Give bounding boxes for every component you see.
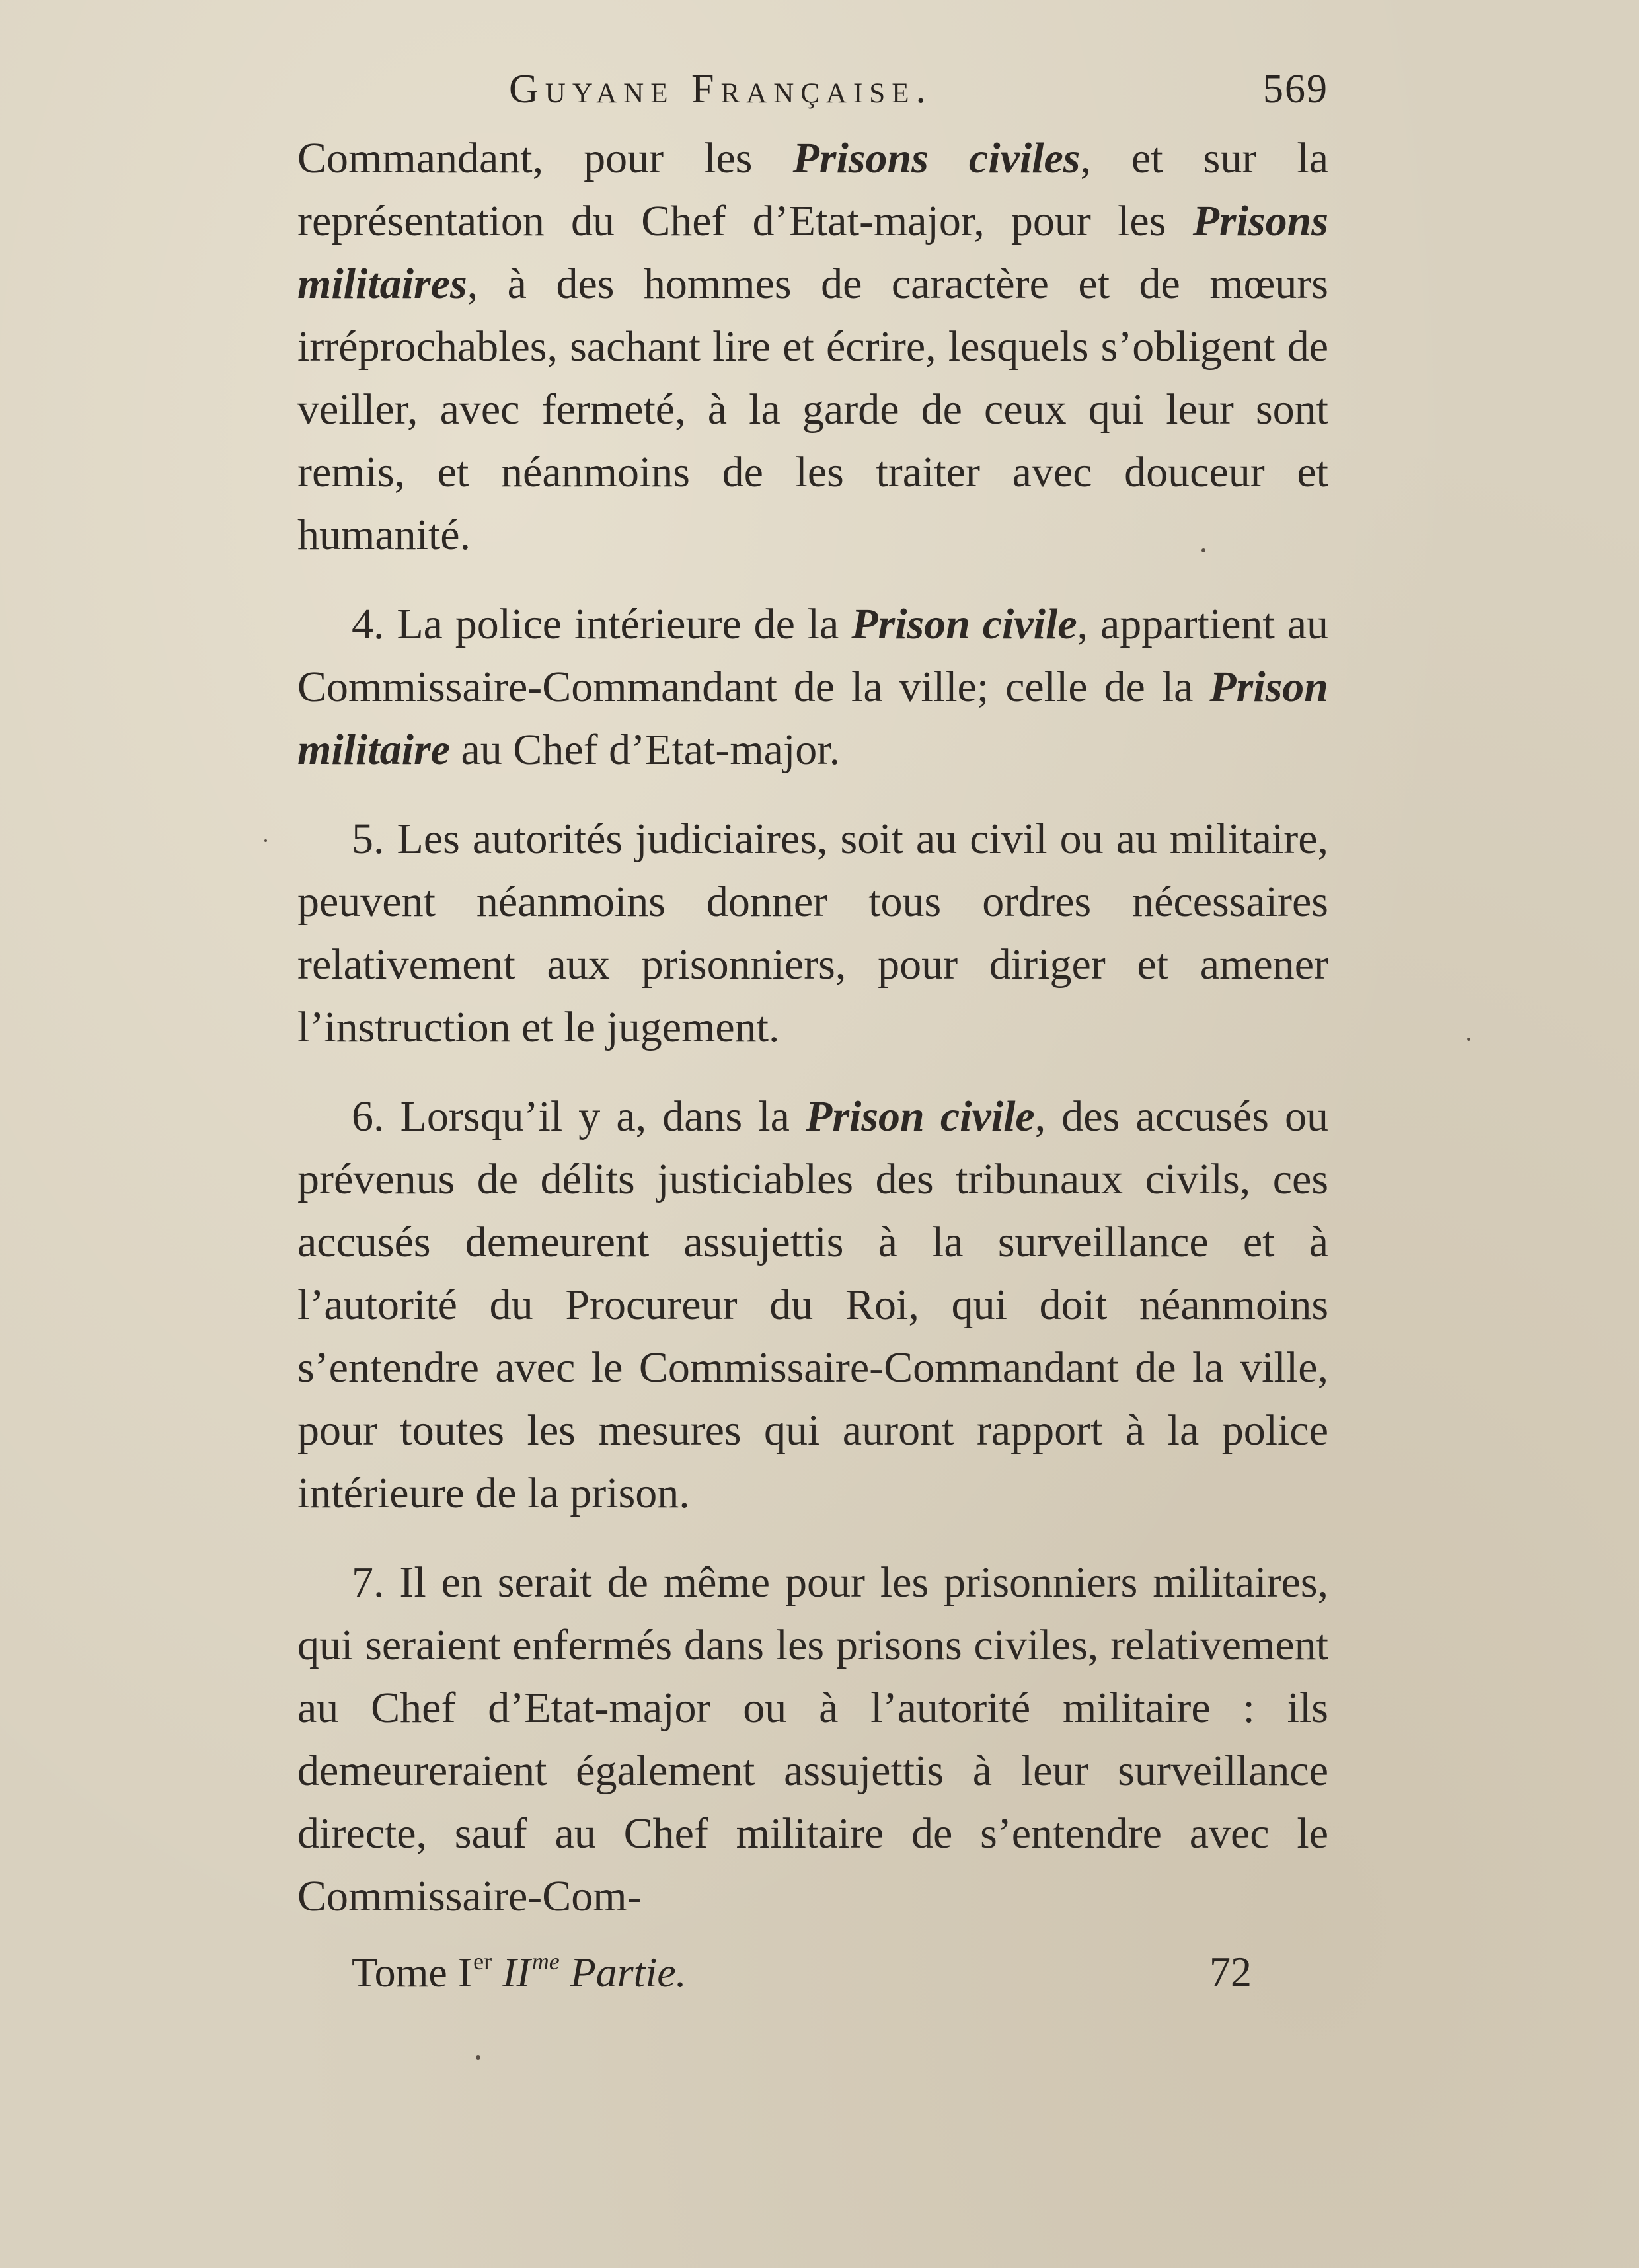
paper-speck: [1467, 1038, 1470, 1041]
text-run: au Chef d’Etat-major.: [450, 726, 841, 774]
italic-run: Prison militaire: [297, 663, 1328, 774]
signature-partie: Partie.: [570, 1949, 687, 1996]
signature-mark: [352, 1947, 687, 1997]
text-run: , à des hommes de caractère et de mœurs irréprochables, sachant lire et écrire, lesquels s’obligent de veiller, avec fermeté, à la garde de ceux qui leur sont remis, et néanmoins de les traiter avec douceur et humanité.: [297, 260, 1328, 559]
article-7: [297, 1551, 1328, 1928]
paper-speck: [476, 2055, 480, 2060]
sheet-number: 72: [1209, 1948, 1252, 1995]
body-text: [297, 127, 1328, 1928]
signature-sup: er: [473, 1948, 492, 1975]
italic-run: Prisons militaires: [297, 197, 1328, 308]
paper-speck: [1201, 548, 1205, 552]
page-footer: [297, 1947, 1328, 2014]
signature-part-number: II: [502, 1949, 531, 1996]
article-5: [297, 808, 1328, 1059]
page-number: 569: [1263, 67, 1328, 112]
article-6: [297, 1085, 1328, 1525]
text-run: 6. Lorsqu’il y a, dans la: [352, 1092, 806, 1141]
paragraph-continued: [297, 127, 1328, 566]
text-run: 4. La police intérieure de la: [352, 600, 852, 648]
signature-prefix: Tome I: [352, 1949, 473, 1996]
book-page: [297, 66, 1328, 1996]
page-header: [297, 66, 1328, 127]
text-run: , des accusés ou prévenus de délits justiciables des tribunaux civils, ces accusés demeurent assujettis à la surveillance et à l’autorité du Procureur du Roi, qui doit néanmoins s’entendre avec le Commissaire-Commandant de la ville, pour toutes les mesures qui auront rapport à la police intérieure de la prison.: [297, 1092, 1328, 1517]
article-4: [297, 593, 1328, 781]
signature-part: [502, 1949, 687, 1996]
text-run: , et sur la représentation du Chef d’Etat-major, pour les: [297, 134, 1328, 245]
italic-run: Prison civile: [851, 600, 1077, 648]
running-title: Guyane Française.: [509, 67, 933, 112]
italic-run: Prison civile: [806, 1092, 1035, 1141]
text-run: 7. Il en serait de même pour les prisonniers militaires, qui seraient enfermés dans les prisons civiles, relativement au Chef d’Etat-major ou à l’autorité militaire : ils demeureraient également assujettis à leur surveillance directe, sauf au Chef militaire de s’entendre avec le Commissaire-Com-: [297, 1558, 1328, 1920]
italic-run: Prisons civiles: [792, 134, 1081, 182]
paper-speck: [264, 839, 267, 842]
text-run: , appartient au Commissaire-Commandant de la ville; celle de la: [297, 600, 1328, 711]
signature-part-sup: me: [531, 1948, 560, 1975]
text-run: Commandant, pour les: [297, 134, 793, 182]
text-run: 5. Les autorités judiciaires, soit au civil ou au militaire, peuvent néanmoins donner tous ordres nécessaires relativement aux prisonniers, pour diriger et amener l’instruction et le jugement.: [297, 815, 1328, 1051]
